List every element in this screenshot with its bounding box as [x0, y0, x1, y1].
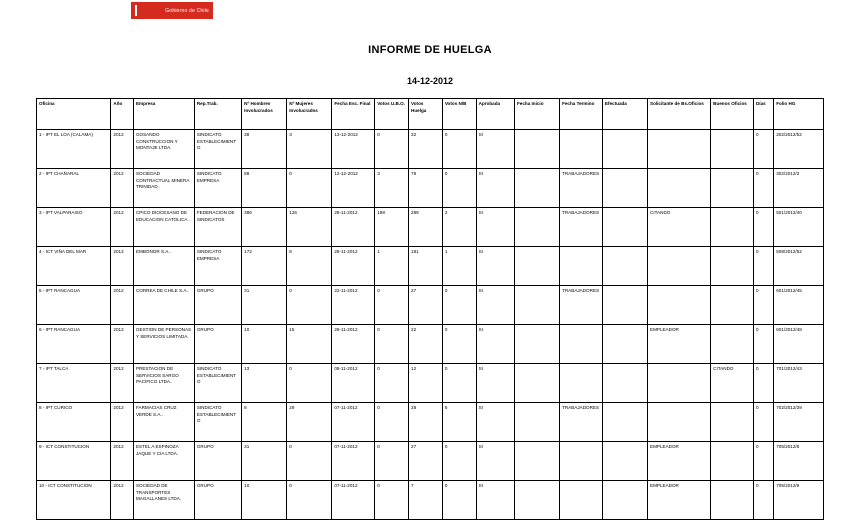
column-header-folio-hg: Folio HG — [774, 99, 824, 130]
table-row — [37, 481, 824, 520]
cell-fecha-esc-final: 07-11-2012 — [332, 442, 375, 481]
cell-anio: 2012 — [111, 442, 134, 481]
column-header-oficina: Oficina — [37, 99, 111, 130]
cell-fecha-inicio — [514, 169, 559, 208]
cell-empresa: GOSANDO CONSTRUCCION Y MONTAJE LTDA. — [133, 130, 194, 169]
cell-dias: 0 — [753, 325, 773, 364]
cell-hombres: 31 — [242, 286, 287, 325]
cell-folio-hg: 705/2012/8 — [774, 442, 824, 481]
cell-dias: 0 — [753, 403, 773, 442]
cell-empresa: CORREA DE CHILE S.A.. — [133, 286, 194, 325]
column-header-fecha-esc-final: Fecha Esc. Final — [332, 99, 375, 130]
column-header-votos-ubo: Votos U.B.O. — [375, 99, 409, 130]
column-header-votos-nb: Votos N/B — [442, 99, 476, 130]
cell-votos-nb: 0 — [442, 286, 476, 325]
cell-fecha-esc-final: 28-11-2012 — [332, 325, 375, 364]
table-row — [37, 208, 824, 247]
cell-fecha-termino: TRABAJADORES — [560, 286, 603, 325]
cell-mujeres: 0 — [287, 169, 332, 208]
cell-mujeres: 0 — [287, 481, 332, 520]
cell-aprobada: SI — [476, 208, 514, 247]
cell-hombres: 172 — [242, 247, 287, 286]
cell-solicitante: CITANDO — [648, 208, 711, 247]
cell-anio: 2012 — [111, 208, 134, 247]
column-header-rep-trab: Rep.Trab. — [194, 99, 241, 130]
cell-fecha-termino — [560, 130, 603, 169]
cell-mujeres: 0 — [287, 286, 332, 325]
table-row — [37, 130, 824, 169]
cell-fecha-inicio — [514, 442, 559, 481]
cell-buenos-oficios — [711, 481, 754, 520]
logo-label: Gobierno de Chile — [165, 7, 209, 14]
column-header-hombres: Nº Hombres Involucrados — [242, 99, 287, 130]
cell-folio-hg: 601/2012/48 — [774, 325, 824, 364]
report-table-container — [36, 98, 824, 520]
cell-votos-nb: 2 — [442, 208, 476, 247]
cell-solicitante — [648, 286, 711, 325]
cell-votos-nb: 1 — [442, 247, 476, 286]
cell-mujeres: 0 — [287, 364, 332, 403]
cell-fecha-termino — [560, 247, 603, 286]
cell-hombres: 10 — [242, 481, 287, 520]
column-header-empresa: Empresa — [133, 99, 194, 130]
cell-anio: 2012 — [111, 364, 134, 403]
cell-efectuada — [602, 247, 647, 286]
cell-fecha-inicio — [514, 481, 559, 520]
cell-buenos-oficios — [711, 286, 754, 325]
cell-efectuada — [602, 442, 647, 481]
cell-aprobada: SI — [476, 286, 514, 325]
cell-aprobada: SI — [476, 403, 514, 442]
cell-fecha-termino — [560, 325, 603, 364]
cell-votos-nb: 0 — [442, 364, 476, 403]
cell-buenos-oficios — [711, 325, 754, 364]
cell-mujeres: 126 — [287, 208, 332, 247]
cell-empresa: EMBONOR S.A.. — [133, 247, 194, 286]
cell-folio-hg: 508/2012/52 — [774, 247, 824, 286]
cell-votos-ubo: 0 — [375, 403, 409, 442]
cell-fecha-termino: TRABAJADORES — [560, 169, 603, 208]
cell-votos-ubo: 0 — [375, 130, 409, 169]
cell-aprobada: SI — [476, 481, 514, 520]
cell-fecha-esc-final: 08-11-2012 — [332, 364, 375, 403]
cell-votos-huelga: 22 — [409, 325, 443, 364]
cell-votos-huelga: 27 — [409, 286, 443, 325]
cell-votos-huelga: 28 — [409, 403, 443, 442]
cell-votos-huelga: 181 — [409, 247, 443, 286]
cell-folio-hg: 202/2012/52 — [774, 130, 824, 169]
cell-anio: 2012 — [111, 286, 134, 325]
cell-fecha-inicio — [514, 130, 559, 169]
cell-votos-huelga: 78 — [409, 169, 443, 208]
cell-votos-huelga: 12 — [409, 364, 443, 403]
cell-fecha-inicio — [514, 403, 559, 442]
cell-votos-ubo: 188 — [375, 208, 409, 247]
cell-votos-nb: 0 — [442, 130, 476, 169]
cell-buenos-oficios — [711, 169, 754, 208]
cell-buenos-oficios — [711, 442, 754, 481]
cell-efectuada — [602, 208, 647, 247]
cell-oficina: 3 - IPT VALPARAISO — [37, 208, 111, 247]
column-header-aprobada: Aprobada — [476, 99, 514, 130]
cell-votos-ubo: 1 — [375, 247, 409, 286]
cell-rep-trab: SINDICATO ESTABLECIMIENTO — [194, 403, 241, 442]
cell-buenos-oficios — [711, 130, 754, 169]
cell-folio-hg: 302/2012/3 — [774, 169, 824, 208]
cell-oficina: 10 - ICT CONSTITUCION — [37, 481, 111, 520]
cell-empresa: FARMACIAS CRUZ VERDE S.A.. — [133, 403, 194, 442]
cell-solicitante: EMPLEADOR — [648, 325, 711, 364]
cell-dias: 0 — [753, 481, 773, 520]
cell-anio: 2012 — [111, 169, 134, 208]
cell-rep-trab: GRUPO — [194, 481, 241, 520]
cell-dias: 0 — [753, 286, 773, 325]
cell-dias: 0 — [753, 247, 773, 286]
table-row — [37, 286, 824, 325]
column-header-fecha-inicio: Fecha Inicio — [514, 99, 559, 130]
cell-fecha-termino: TRABAJADORES — [560, 208, 603, 247]
cell-efectuada — [602, 130, 647, 169]
cell-fecha-inicio — [514, 208, 559, 247]
table-row — [37, 364, 824, 403]
table-header-row — [37, 99, 824, 130]
cell-aprobada: SI — [476, 442, 514, 481]
cell-mujeres: 29 — [287, 403, 332, 442]
cell-fecha-termino — [560, 481, 603, 520]
report-date: 14-12-2012 — [406, 76, 454, 86]
cell-rep-trab: SINDICATO ESTABLECIMIENTO — [194, 364, 241, 403]
cell-votos-ubo: 0 — [375, 442, 409, 481]
cell-rep-trab: SINDICATO EMPRESA — [194, 169, 241, 208]
government-logo — [131, 2, 213, 19]
cell-votos-nb: 0 — [442, 325, 476, 364]
cell-votos-huelga: 7 — [409, 481, 443, 520]
cell-efectuada — [602, 325, 647, 364]
cell-votos-huelga: 289 — [409, 208, 443, 247]
column-header-dias: Días — [753, 99, 773, 130]
cell-fecha-termino — [560, 364, 603, 403]
cell-hombres: 386 — [242, 208, 287, 247]
cell-fecha-esc-final: 07-11-2012 — [332, 481, 375, 520]
column-header-anio: Año — [111, 99, 134, 130]
cell-votos-ubo: 0 — [375, 286, 409, 325]
cell-folio-hg: 702/2012/39 — [774, 403, 824, 442]
cell-buenos-oficios — [711, 208, 754, 247]
cell-folio-hg: 701/2012/43 — [774, 364, 824, 403]
cell-dias: 0 — [753, 130, 773, 169]
cell-oficina: 1 - IPT EL LOA (CALAMA) — [37, 130, 111, 169]
cell-hombres: 38 — [242, 130, 287, 169]
cell-fecha-termino — [560, 442, 603, 481]
cell-empresa: SOCIEDAD CONTRACTUAL MINERA TRINIDAD . — [133, 169, 194, 208]
cell-votos-ubo: 3 — [375, 169, 409, 208]
cell-dias: 0 — [753, 208, 773, 247]
cell-hombres: 13 — [242, 364, 287, 403]
column-header-efectuada: Efectuada — [602, 99, 647, 130]
cell-oficina: 7 - IPT TALCA — [37, 364, 111, 403]
cell-fecha-esc-final: 07-11-2012 — [332, 403, 375, 442]
cell-aprobada: SI — [476, 364, 514, 403]
cell-efectuada — [602, 403, 647, 442]
cell-aprobada: SI — [476, 247, 514, 286]
cell-votos-nb: 0 — [442, 169, 476, 208]
cell-rep-trab: SINDICATO EMPRESA — [194, 247, 241, 286]
cell-hombres: 88 — [242, 169, 287, 208]
column-header-mujeres: Nº Mujeres Involucrados — [287, 99, 332, 130]
cell-rep-trab: GRUPO — [194, 286, 241, 325]
cell-folio-hg: 601/2012/45 — [774, 286, 824, 325]
cell-empresa: ESTEL A ESPINOZA JAQUE Y CIA LTDA. — [133, 442, 194, 481]
cell-votos-ubo: 0 — [375, 364, 409, 403]
cell-oficina: 2 - IPT CHAÑARAL — [37, 169, 111, 208]
cell-rep-trab: FEDERACION DE SINDICATOS — [194, 208, 241, 247]
cell-fecha-esc-final: 13-12-2012 — [332, 130, 375, 169]
cell-anio: 2012 — [111, 130, 134, 169]
cell-votos-nb: 0 — [442, 481, 476, 520]
cell-aprobada: SI — [476, 130, 514, 169]
cell-rep-trab: GRUPO — [194, 442, 241, 481]
cell-votos-nb: 0 — [442, 442, 476, 481]
cell-mujeres: 3 — [287, 130, 332, 169]
cell-solicitante: EMPLEADOR — [648, 481, 711, 520]
page-title: INFORME DE HUELGA — [368, 44, 492, 56]
cell-rep-trab: SINDICATO ESTABLECIMIENTO — [194, 130, 241, 169]
cell-mujeres: 8 — [287, 247, 332, 286]
cell-hombres: 31 — [242, 442, 287, 481]
column-header-buenos-oficios: Buenos Oficios — [711, 99, 754, 130]
cell-aprobada: SI — [476, 169, 514, 208]
cell-mujeres: 0 — [287, 442, 332, 481]
cell-votos-ubo: 0 — [375, 481, 409, 520]
cell-anio: 2012 — [111, 403, 134, 442]
cell-folio-hg: 705/2012/9 — [774, 481, 824, 520]
column-header-solicitante: Solicitante de Bs.Oficios — [648, 99, 711, 130]
cell-hombres: 8 — [242, 403, 287, 442]
cell-folio-hg: 501/2012/40 — [774, 208, 824, 247]
cell-efectuada — [602, 364, 647, 403]
column-header-votos-huelga: Votos Huelga — [409, 99, 443, 130]
cell-anio: 2012 — [111, 247, 134, 286]
table-row — [37, 325, 824, 364]
cell-dias: 0 — [753, 442, 773, 481]
cell-fecha-inicio — [514, 286, 559, 325]
table-row — [37, 403, 824, 442]
cell-aprobada: SI — [476, 325, 514, 364]
cell-empresa: GESTION DE PERSONAS Y SERVICIOS LIMITADA. — [133, 325, 194, 364]
table-row — [37, 169, 824, 208]
cell-oficina: 4 - ICT VIÑA DEL MAR — [37, 247, 111, 286]
cell-solicitante — [648, 364, 711, 403]
cell-fecha-esc-final: 28-11-2012 — [332, 247, 375, 286]
cell-dias: 0 — [753, 364, 773, 403]
cell-rep-trab: GRUPO — [194, 325, 241, 364]
cell-dias: 0 — [753, 169, 773, 208]
cell-anio: 2012 — [111, 325, 134, 364]
cell-buenos-oficios: CITANDO — [711, 364, 754, 403]
cell-oficina: 6 - IPT RANCAGUA — [37, 325, 111, 364]
cell-empresa: CPICO DIOCESANO DE EDUCACION CATOLICA . — [133, 208, 194, 247]
table-row — [37, 247, 824, 286]
cell-hombres: 10 — [242, 325, 287, 364]
cell-efectuada — [602, 169, 647, 208]
table-row — [37, 442, 824, 481]
cell-solicitante: EMPLEADOR — [648, 442, 711, 481]
cell-fecha-inicio — [514, 247, 559, 286]
cell-votos-ubo: 0 — [375, 325, 409, 364]
cell-fecha-inicio — [514, 325, 559, 364]
cell-fecha-termino: TRABAJADORES — [560, 403, 603, 442]
cell-buenos-oficios — [711, 403, 754, 442]
cell-fecha-inicio — [514, 364, 559, 403]
cell-mujeres: 15 — [287, 325, 332, 364]
cell-buenos-oficios — [711, 247, 754, 286]
cell-votos-huelga: 27 — [409, 442, 443, 481]
huelga-report-table — [36, 98, 824, 520]
cell-fecha-esc-final: 22-11-2012 — [332, 286, 375, 325]
cell-votos-huelga: 32 — [409, 130, 443, 169]
cell-solicitante — [648, 247, 711, 286]
cell-solicitante — [648, 403, 711, 442]
column-header-fecha-termino: Fecha Termino — [560, 99, 603, 130]
cell-oficina: 9 - ICT CONSTITUCION — [37, 442, 111, 481]
cell-oficina: 5 - IPT RANCAGUA — [37, 286, 111, 325]
cell-empresa: PRESTACION DE SERVICIOS SARGO PACIFICO LTDA.. — [133, 364, 194, 403]
cell-votos-nb: 5 — [442, 403, 476, 442]
flag-icon — [135, 5, 155, 16]
cell-solicitante — [648, 169, 711, 208]
cell-fecha-esc-final: 28-11-2012 — [332, 208, 375, 247]
cell-fecha-esc-final: 12-12-2012 — [332, 169, 375, 208]
cell-oficina: 8 - IPT CURICO — [37, 403, 111, 442]
cell-empresa: SOCIEDAD DE TRANSPORTES MAGALLANES LTDA. — [133, 481, 194, 520]
cell-anio: 2012 — [111, 481, 134, 520]
cell-efectuada — [602, 481, 647, 520]
cell-efectuada — [602, 286, 647, 325]
cell-solicitante — [648, 130, 711, 169]
